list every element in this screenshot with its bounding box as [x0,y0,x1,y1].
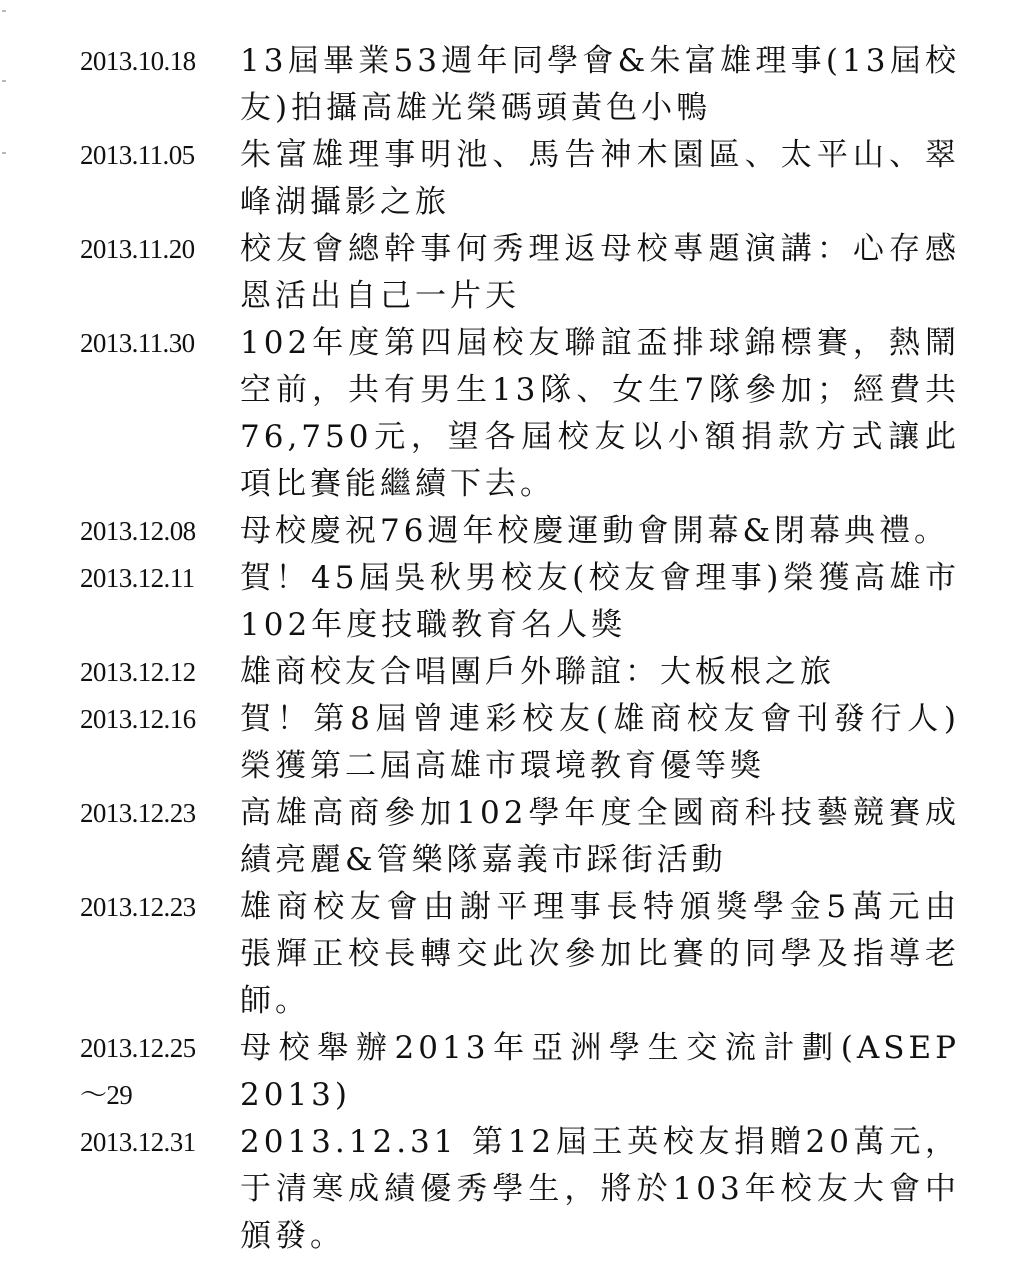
event-entry [80,1119,960,1260]
event-description: 校友會總幹事何秀理返母校專題演講：心存感恩活出自己一片天 [240,231,960,314]
event-date: 2013.10.18 [80,46,196,76]
event-date: 2013.12.08 [80,516,196,546]
event-entry [80,1025,960,1119]
event-description: 102年度第四屆校友聯誼盃排球錦標賽，熱鬧空前，共有男生13隊、女生7隊參加；經費共76,750元，望各屆校友以小額捐款方式讓此項比賽能繼續下去。 [240,325,960,502]
event-entry [80,226,960,320]
event-date: 2013.11.20 [80,234,195,264]
scan-mark [2,10,6,12]
scan-mark [2,152,6,154]
event-description: 雄商校友會由謝平理事長特頒獎學金5萬元由張輝正校長轉交此次參加比賽的同學及指導老師。 [240,889,960,1019]
event-date: 2013.12.23 [80,892,196,922]
event-date: 2013.12.23 [80,798,196,828]
event-description: 13屆畢業53週年同學會&朱富雄理事(13屆校友)拍攝高雄光榮碼頭黃色小鴨 [240,43,960,126]
event-entry [80,884,960,1025]
event-entry [80,508,960,555]
event-description: 賀！第8屆曾連彩校友(雄商校友會刊發行人)榮獲第二屆高雄市環境教育優等獎 [240,701,960,784]
event-description: 2013.12.31 第12屆王英校友捐贈20萬元，于清寒成績優秀學生，將於103年校友大會中頒發。 [240,1124,960,1254]
event-description: 雄商校友合唱團戶外聯誼：大板根之旅 [240,654,835,690]
event-description: 母校舉辦2013年亞洲學生交流計劃(ASEP 2013) [240,1030,960,1113]
event-date: 2013.11.30 [80,328,195,358]
event-date: 2013.11.05 [80,140,195,170]
event-entry [80,790,960,884]
event-entry [80,132,960,226]
event-date: 2013.12.11 [80,563,195,593]
event-date: 2013.12.31 [80,1127,196,1157]
event-description: 高雄高商參加102學年度全國商科技藝競賽成績亮麗&管樂隊嘉義市踩街活動 [240,795,960,878]
event-entry [80,555,960,649]
event-entry [80,649,960,696]
event-entry [80,38,960,132]
event-entry [80,696,960,790]
scan-mark [2,80,6,82]
event-date: 2013.12.25 ～29 [80,1033,196,1110]
event-description: 朱富雄理事明池、馬告神木園區、太平山、翠峰湖攝影之旅 [240,137,960,220]
event-date: 2013.12.16 [80,704,196,734]
event-date: 2013.12.12 [80,657,196,687]
event-description: 母校慶祝76週年校慶運動會開幕&閉幕典禮。 [240,513,950,549]
event-description: 賀！45屆吳秋男校友(校友會理事)榮獲高雄市102年度技職教育名人獎 [240,560,960,643]
event-entry [80,320,960,508]
